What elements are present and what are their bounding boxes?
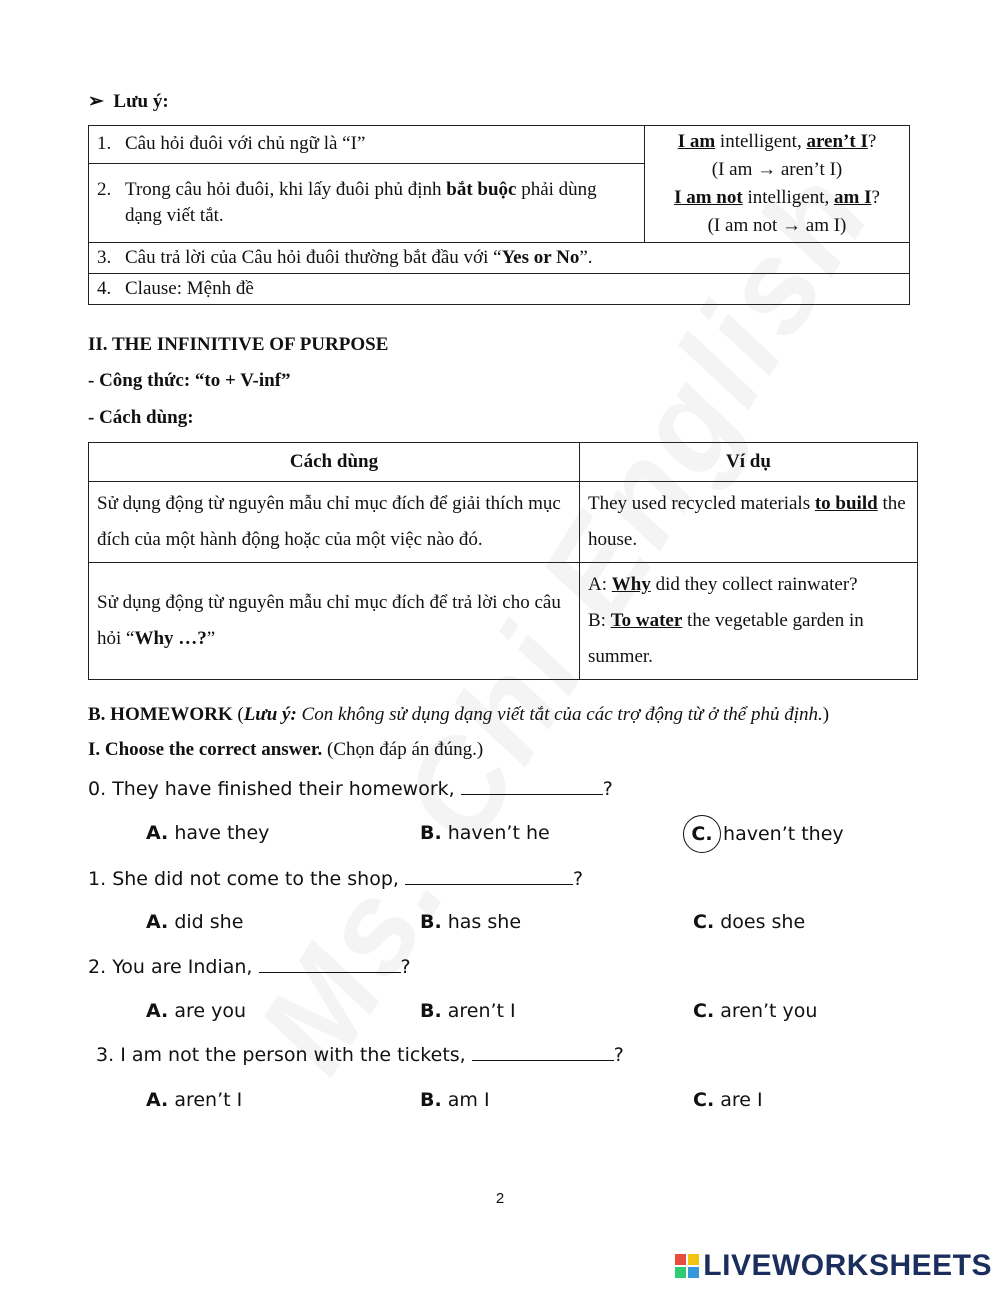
note-title-text: Lưu ý: — [113, 91, 169, 112]
homework-title: B. HOMEWORK (Lưu ý: Con không sử dụng dạng viết tắt của các trợ động từ ở thể phủ định.) — [88, 704, 830, 725]
question-0: 0. They have finished their homework, ? — [88, 778, 613, 800]
selected-circle-icon: C. — [683, 815, 721, 853]
note-example: I am intelligent, aren’t I? (I am → aren’t I) I am not intelligent, am I? (I am not → am I) — [645, 126, 910, 243]
note-table — [88, 125, 910, 305]
formula: - Công thức: “to + V-inf” — [88, 370, 291, 391]
option-2-a[interactable]: A. are you — [146, 1000, 247, 1022]
note-row-2: 2. Trong câu hỏi đuôi, khi lấy đuôi phủ định bắt buộc phải dùng dạng viết tắt. — [89, 163, 645, 242]
answer-blank[interactable] — [259, 956, 401, 973]
option-3-a[interactable]: A. aren’t I — [146, 1089, 243, 1111]
part-1-title: I. Choose the correct answer. (Chọn đáp án đúng.) — [88, 739, 484, 760]
option-2-b[interactable]: B. aren’t I — [420, 1000, 516, 1022]
header-usage: Cách dùng — [89, 443, 580, 482]
example-cell-1: They used recycled materials to build the house. — [580, 482, 918, 563]
answer-blank[interactable] — [461, 778, 603, 795]
usage-table — [88, 442, 918, 680]
note-row-3: 3. Câu trả lời của Câu hỏi đuôi thường bắt đầu với “Yes or No”. — [89, 243, 910, 274]
option-0-a[interactable]: A. have they — [146, 822, 270, 844]
option-1-c[interactable]: C. does she — [693, 911, 806, 933]
option-0-c[interactable]: C. haven’t they — [693, 815, 844, 853]
option-3-c[interactable]: C. are I — [693, 1089, 763, 1111]
option-3-b[interactable]: B. am I — [420, 1089, 490, 1111]
note-title — [88, 90, 169, 113]
option-1-b[interactable]: B. has she — [420, 911, 522, 933]
usage-cell-2: Sử dụng động từ nguyên mẫu chỉ mục đích để trả lời cho câu hỏi “Why …?” — [89, 563, 580, 680]
page-number: 2 — [495, 1190, 505, 1207]
note-row-4: 4. Clause: Mệnh đề — [89, 274, 910, 305]
question-2: 2. You are Indian, ? — [88, 956, 411, 978]
option-1-a[interactable]: A. did she — [146, 911, 244, 933]
note-row-1: 1. Câu hỏi đuôi với chủ ngữ là “I” — [89, 126, 645, 164]
question-3: 3. I am not the person with the tickets, ? — [96, 1044, 624, 1066]
logo-mark-icon — [675, 1254, 699, 1278]
header-example: Ví dụ — [580, 443, 918, 482]
answer-blank[interactable] — [405, 868, 573, 885]
liveworksheets-logo: LIVEWORKSHEETS — [675, 1249, 992, 1283]
section-2-title: II. THE INFINITIVE OF PURPOSE — [88, 334, 389, 355]
usage-cell-1: Sử dụng động từ nguyên mẫu chỉ mục đích để giải thích mục đích của một hành động hoặc của một việc nào đó. — [89, 482, 580, 563]
example-cell-2: A: Why did they collect rainwater? B: To water the vegetable garden in summer. — [580, 563, 918, 680]
option-0-b[interactable]: B. haven’t he — [420, 822, 550, 844]
option-2-c[interactable]: C. aren’t you — [693, 1000, 818, 1022]
question-1: 1. She did not come to the shop, ? — [88, 868, 584, 890]
arrow-bullet-icon: ➢ — [88, 91, 104, 112]
answer-blank[interactable] — [472, 1044, 614, 1061]
usage-label: - Cách dùng: — [88, 407, 194, 428]
